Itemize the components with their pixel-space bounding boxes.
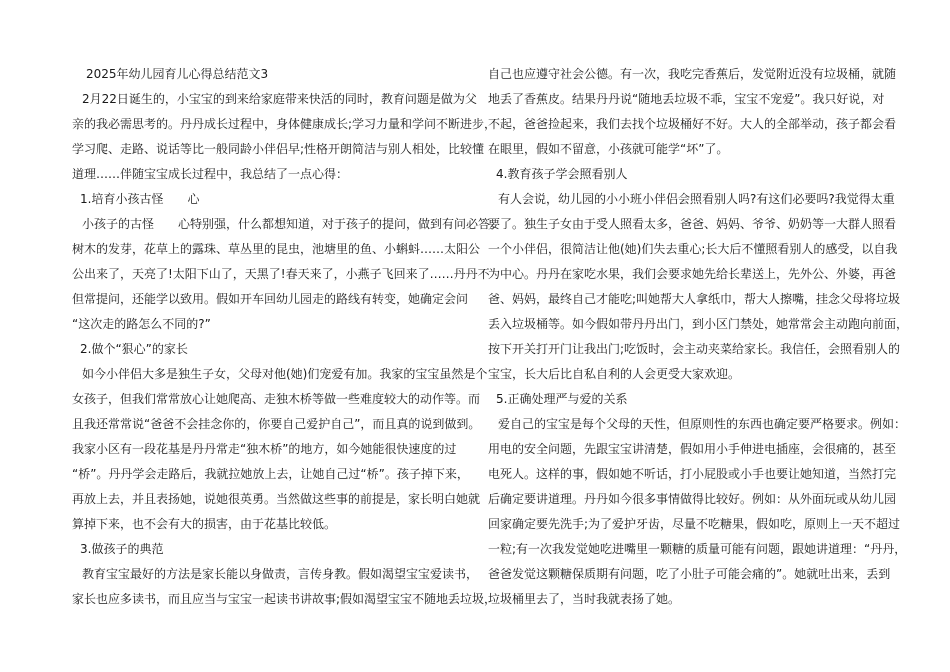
text-line: 女孩子，但我们常常放心让她爬高、走独木桥等做一些难度较大的动作等。而 (72, 392, 481, 406)
text-line: 回家确定要先洗手;为了爱护牙齿，尽量不吃糖果，假如吃，原则上一天不超过 (488, 517, 901, 531)
text-line: 一粒;有一次我发觉她吃进嘴里一颗糖的质量可能有问题，跟她讲道理：“丹丹， (488, 542, 907, 556)
text-line: 3.做孩子的典范 (80, 542, 164, 556)
left-column (72, 62, 503, 612)
text-line: 4.教育孩子学会照看别人 (496, 167, 628, 181)
text-line: 爸、妈妈，最终自己才能吃;叫她帮大人拿纸巾，帮大人擦嘴，挂念父母将垃圾 (488, 292, 901, 306)
paragraph (488, 412, 907, 612)
text-line: 爸爸发觉这颗糖保质期有问题，吃了小肚子可能会痛的”。她就吐出来，丢到 (488, 567, 891, 581)
right-column-body (488, 62, 909, 612)
text-line: 道理……伴随宝宝成长过程中，我总结了一点心得： (72, 167, 349, 181)
text-line: 小孩子的古怪 心特别强，什么都想知道，对于孩子的提问，做到有问必答。 (82, 217, 503, 231)
paragraph (72, 562, 497, 612)
section-heading (72, 537, 476, 562)
text-line: 2.做个“狠心”的家长 (80, 342, 188, 356)
text-line: 垃圾桶里去了，当时我就表扬了她。 (488, 592, 681, 606)
text-line: 再放上去，并且表扬她，说她很英勇。当然做这些事的前提是，家长明白她就 (72, 492, 481, 506)
text-line: 不起，爸爸捡起来，我们去找个垃圾桶好不好。大人的全部举动，孩子都会看 (488, 117, 897, 131)
paragraph (72, 362, 488, 537)
paragraph (488, 187, 909, 387)
section-heading (488, 387, 892, 412)
text-line: 要了。独生子女由于受人照看太多，爸爸、妈妈、爷爷、奶奶等一大群人照看 (488, 217, 897, 231)
text-line: 算掉下来，也不会有大的损害，由于花基比较低。 (72, 517, 337, 531)
text-line: 后确定要讲道理。丹丹如今很多事情做得比较好。例如：从外面玩或从幼儿园 (488, 492, 897, 506)
paragraph (488, 62, 897, 162)
text-line: 公出来了，天亮了!太阳下山了，天黑了!春天来了，小燕子飞回来了……丹丹不 (72, 267, 490, 281)
text-line: 按下开关打开门让我出门;吃饭时，会主动夹菜给家长。我信任，会照看别人的 (488, 342, 901, 356)
text-line: 且我还常常说“爸爸不会挂念你的，你要自己爱护自己”，而且真的说到做到。 (72, 417, 481, 431)
text-line: 一个小伴侣，很简洁让他(她)们失去重心;长大后不懂照看别人的感受，以自我 (488, 242, 898, 256)
text-line: 教育宝宝最好的方法是家长能以身做责，言传身教。假如渴望宝宝爱读书， (82, 567, 479, 581)
text-line: 丢入垃圾桶等。如今假如带丹丹出门，到小区门禁处，她常常会主动跑向前面， (488, 317, 909, 331)
text-line: 有人会说，幼儿园的小小班小伴侣会照看别人吗?有这们必要吗?我觉得太重 (498, 192, 895, 206)
text-line: 爱自己的宝宝是每个父母的天性，但原则性的东西也确定要严格要求。例如： (498, 417, 907, 431)
section-heading (488, 162, 892, 187)
text-line: 2月22日诞生的，小宝宝的到来给家庭带来快活的同时，教育问题是做为父 (82, 92, 477, 106)
text-line: 亲的我必需思考的。丹丹成长过程中，身体健康成长;学习力量和学问不断进步， (72, 117, 497, 131)
text-line: 5.正确处理严与爱的关系 (496, 392, 628, 406)
text-line: 家长也应多读书，而且应当与宝宝一起读书讲故事;假如渴望宝宝不随地丢垃圾， (72, 592, 497, 606)
text-line: “这次走的路怎么不同的?” (72, 317, 211, 331)
text-line: 学习爬、走路、说话等比一般同龄小伴侣早;性格开朗简洁与别人相处，比较懂 (72, 142, 485, 156)
text-line: 用电的安全问题，先跟宝宝讲清楚，假如用小手伸进电插座，会很痛的，甚至 (488, 442, 897, 456)
section-heading (72, 187, 476, 212)
document-title: 2025年幼儿园育儿心得总结范文3 (86, 67, 269, 81)
right-column (488, 62, 909, 612)
text-line: 电死人。这样的事，假如她不听话，打小屁股或小手也要让她知道，当然打完 (488, 467, 897, 481)
paragraph (72, 87, 497, 187)
text-line: 地丢了香蕉皮。结果丹丹说“随地丢垃圾不乖，宝宝不宠爱”。我只好说，对 (488, 92, 885, 106)
text-line: 树木的发芽，花草上的露珠、草丛里的昆虫，池塘里的鱼、小蝌蚪……太阳公 (72, 242, 481, 256)
left-column-body (72, 87, 503, 612)
section-heading (72, 337, 476, 362)
text-line: 在眼里，假如不留意，小孩就可能学“坏”了。 (488, 142, 729, 156)
paragraph (72, 212, 503, 337)
text-line: 宝宝，长大后比自私自利的人会更受大家欢迎。 (488, 367, 741, 381)
text-line: 自己也应遵守社会公德。有一次，我吃完香蕉后，发觉附近没有垃圾桶，就随 (488, 67, 897, 81)
text-line: 为中心。丹丹在家吃水果，我们会要求她先给长辈送上，先外公、外婆，再爸 (488, 267, 897, 281)
text-line: 如今小伴侣大多是独生子女，父母对他(她)们宠爱有加。我家的宝宝虽然是个 (82, 367, 488, 381)
text-line: 1.培育小孩古怪 心 (80, 192, 200, 206)
text-line: “桥”。丹丹学会走路后，我就拉她放上去，让她自己过“桥”。孩子掉下来， (72, 467, 469, 481)
text-line: 我家小区有一段花基是丹丹常走“独木桥”的地方，如今她能很快速度的过 (72, 442, 457, 456)
text-line: 但常提问，还能学以致用。假如开车回幼儿园走的路线有转变，她确定会问 (72, 292, 469, 306)
